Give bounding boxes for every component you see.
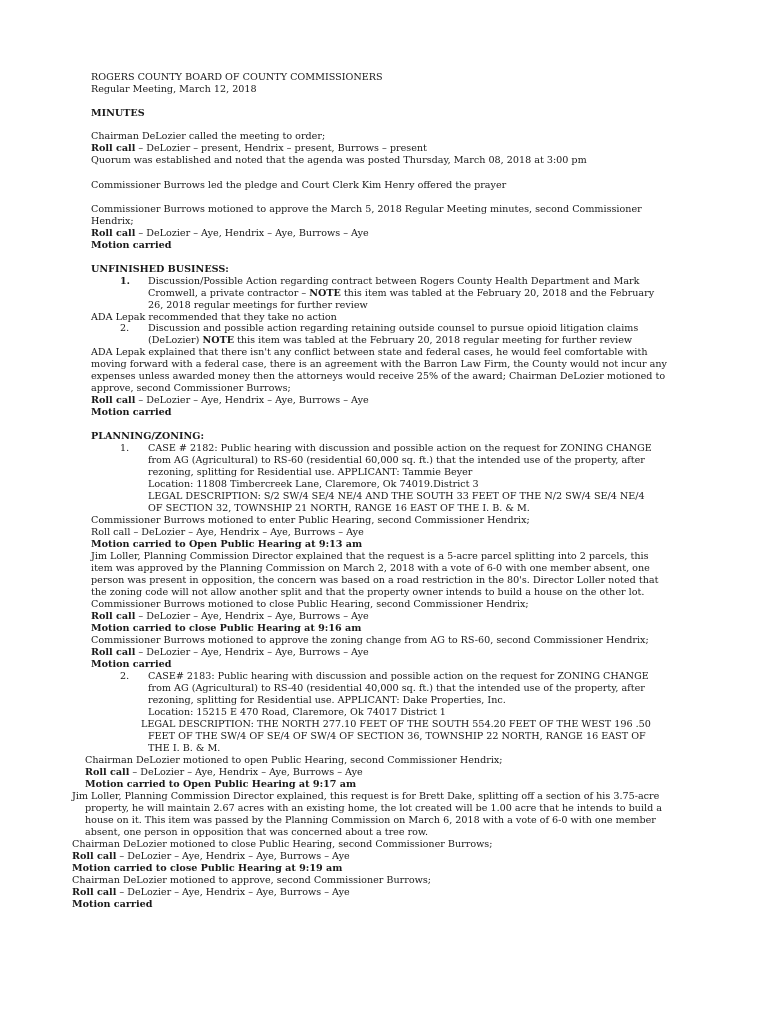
unfinished-business-heading: UNFINISHED BUSINESS:: [91, 264, 229, 275]
case-2182-location: Location: 11808 Timbercreek Lane, Claremore, Ok 74019.District 3: [148, 479, 479, 490]
case-2182-legal: LEGAL DESCRIPTION: S/2 SW/4 SE/4 NE/4 AND THE SOUTH 33 FEET OF THE N/2 SW/4 SE/4 NE/4: [148, 491, 645, 502]
roll-call: Roll call – DeLozier – Aye, Hendrix – Aye, Burrows – Aye: [91, 611, 369, 622]
unfinished-item-1-note: Cromwell, a private contractor – NOTE this item was tabled at the February 20, 2018 and the February: [148, 288, 655, 299]
ada-explanation: expenses unless awarded money then the attorneys would receive 25% of the award; Chairman DeLozier motioned to: [91, 371, 666, 382]
case-2183-location: Location: 15215 E 470 Road, Claremore, Ok 74017 District 1: [148, 707, 446, 718]
director-explanation: house on it. This item was passed by the Planning Commission on March 6, 2018 with a vote of 6-0 with one member: [85, 815, 656, 826]
director-explanation: Jim Loller, Planning Commission Director explained, this request is for Brett Dake, splitting off a section of his 3.75-acre: [72, 791, 660, 802]
close-hearing-motion: Chairman DeLozier motioned to close Public Hearing, second Commissioner Burrows;: [72, 839, 493, 850]
motion-carried: Motion carried: [72, 899, 153, 910]
motion-carried: Motion carried: [91, 240, 172, 251]
ada-explanation: ADA Lepak explained that there isn't any conflict between state and federal cases, he would feel comfortable with: [91, 347, 648, 358]
ada-explanation: moving forward with a federal case, there is an agreement with the Barron Law Firm, the County would not incur any: [91, 359, 667, 370]
roll-call: Roll call – DeLozier – Aye, Hendrix – Aye, Burrows – Aye: [91, 647, 369, 658]
roll-call: Roll call – DeLozier – Aye, Hendrix – Aye, Burrows – Aye: [91, 395, 369, 406]
minutes-heading: MINUTES: [91, 108, 145, 119]
case-2183-legal: THE I. B. & M.: [148, 743, 221, 754]
ada-recommendation: ADA Lepak recommended that they take no action: [91, 312, 337, 323]
case-2183-description: from AG (Agricultural) to RS-40 (residential 40,000 sq. ft.) that the intended use of the property, after: [148, 683, 645, 694]
approve-zoning-motion: Commissioner Burrows motioned to approve the zoning change from AG to RS-60, second Commissioner Hendrix;: [91, 635, 649, 646]
unfinished-item-2-note: (DeLozier) NOTE this item was tabled at the February 20, 2018 regular meeting for further review: [148, 335, 633, 346]
open-hearing-motion: Chairman DeLozier motioned to open Public Hearing, second Commissioner Hendrix;: [85, 755, 503, 766]
motion-carried: Motion carried to close Public Hearing at 9:16 am: [91, 623, 362, 634]
director-explanation: person was present in opposition, the concern was based on a road restriction in the 80's. Director Loller noted that: [91, 575, 659, 586]
director-explanation: Jim Loller, Planning Commission Director explained that the request is a 5-acre parcel splitting into 2 parcels, this: [91, 551, 649, 562]
close-hearing-motion: Commissioner Burrows motioned to close Public Hearing, second Commissioner Hendrix;: [91, 599, 529, 610]
item-number: 2.: [120, 671, 130, 682]
unfinished-item-1: Discussion/Possible Action regarding contract between Rogers County Health Department and Mark: [148, 276, 640, 287]
director-explanation: property, he will maintain 2.67 acres with an existing home, the lot created will be 1.00 acre that he intends to build a: [85, 803, 662, 814]
call-to-order: Chairman DeLozier called the meeting to order;: [91, 131, 326, 142]
minutes-motion-cont: Hendrix;: [91, 216, 134, 227]
case-2182-legal: OF SECTION 32, TOWNSHIP 21 NORTH, RANGE 16 EAST OF THE I. B. & M.: [148, 503, 530, 514]
roll-call: Roll call – DeLozier – Aye, Hendrix – Aye, Burrows – Aye: [91, 228, 369, 239]
approve-zoning-motion: Chairman DeLozier motioned to approve, second Commissioner Burrows;: [72, 875, 431, 886]
roll-call: Roll call – DeLozier – Aye, Hendrix – Aye, Burrows – Aye: [91, 527, 364, 538]
roll-call: Roll call – DeLozier – Aye, Hendrix – Aye, Burrows – Aye: [72, 887, 350, 898]
planning-zoning-heading: PLANNING/ZONING:: [91, 431, 205, 442]
unfinished-item-1-cont: 26, 2018 regular meetings for further review: [148, 300, 368, 311]
motion-carried: Motion carried to close Public Hearing at 9:19 am: [72, 863, 343, 874]
meeting-subtitle: Regular Meeting, March 12, 2018: [91, 84, 257, 95]
item-number: 2.: [120, 323, 130, 334]
item-number: 1.: [120, 443, 130, 454]
quorum-note: Quorum was established and noted that the agenda was posted Thursday, March 08, 2018 at 3:00 pm: [91, 155, 587, 166]
open-hearing-motion: Commissioner Burrows motioned to enter Public Hearing, second Commissioner Hendrix;: [91, 515, 530, 526]
org-title: ROGERS COUNTY BOARD OF COUNTY COMMISSIONERS: [91, 72, 383, 83]
director-explanation: the zoning code will not allow another split and that the property owner intends to build a house on the other lot.: [91, 587, 645, 598]
case-2183-description: CASE# 2183: Public hearing with discussion and possible action on the request for ZONING CHANGE: [148, 671, 649, 682]
pledge-note: Commissioner Burrows led the pledge and Court Clerk Kim Henry offered the prayer: [91, 180, 507, 191]
director-explanation: absent, one person in opposition that was concerned about a tree row.: [85, 827, 429, 838]
case-2183-applicant: rezoning, splitting for Residential use. APPLICANT: Dake Properties, Inc.: [148, 695, 506, 706]
case-2183-legal: FEET OF THE SW/4 OF SE/4 OF SW/4 OF SECTION 36, TOWNSHIP 22 NORTH, RANGE 16 EAST OF: [148, 731, 646, 742]
item-number: 1.: [120, 276, 131, 287]
motion-carried: Motion carried to Open Public Hearing at 9:13 am: [91, 539, 363, 550]
director-explanation: item was approved by the Planning Commission on March 2, 2018 with a vote of 6-0 with one member absent, one: [91, 563, 650, 574]
unfinished-item-2: Discussion and possible action regarding retaining outside counsel to pursue opioid litigation claims: [148, 323, 639, 334]
roll-call-present: Roll call – DeLozier – present, Hendrix – present, Burrows – present: [91, 143, 427, 154]
case-2182-description: CASE # 2182: Public hearing with discussion and possible action on the request for ZONING CHANGE: [148, 443, 652, 454]
case-2182-description: from AG (Agricultural) to RS-60 (residential 60,000 sq. ft.) that the intended use of the property, after: [148, 455, 645, 466]
case-2182-applicant: rezoning, splitting for Residential use. APPLICANT: Tammie Beyer: [148, 467, 473, 478]
roll-call: Roll call – DeLozier – Aye, Hendrix – Aye, Burrows – Aye: [85, 767, 363, 778]
motion-carried: Motion carried: [91, 407, 172, 418]
roll-call: Roll call – DeLozier – Aye, Hendrix – Aye, Burrows – Aye: [72, 851, 350, 862]
motion-carried: Motion carried: [91, 659, 172, 670]
motion-carried: Motion carried to Open Public Hearing at 9:17 am: [85, 779, 357, 790]
minutes-motion: Commissioner Burrows motioned to approve the March 5, 2018 Regular Meeting minutes, second Commissioner: [91, 204, 642, 215]
ada-explanation: approve, second Commissioner Burrows;: [91, 383, 291, 394]
case-2183-legal: LEGAL DESCRIPTION: THE NORTH 277.10 FEET OF THE SOUTH 554.20 FEET OF THE WEST 196 .50: [141, 719, 651, 730]
